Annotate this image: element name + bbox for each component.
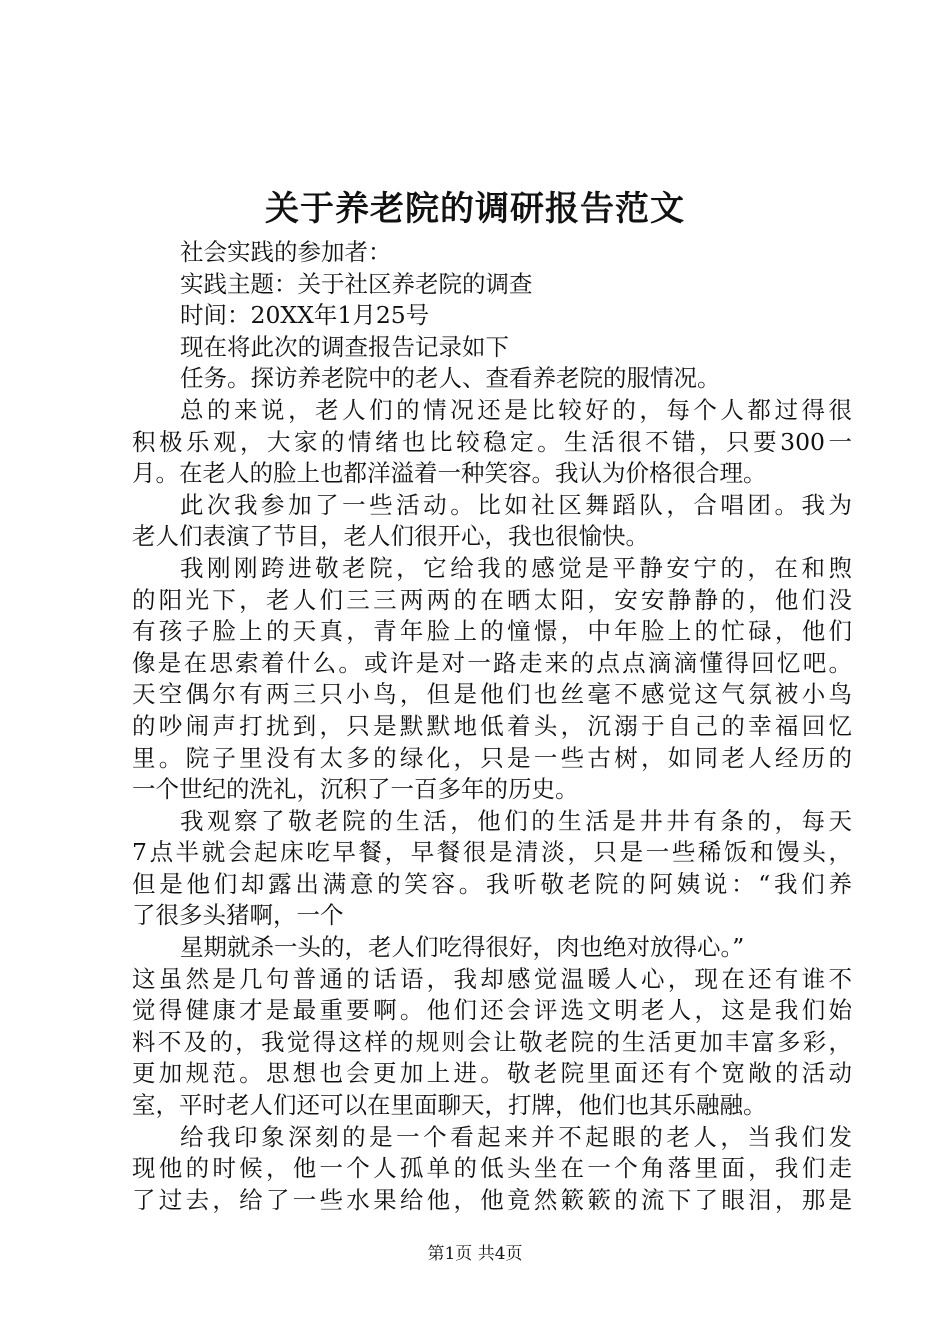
text-line: 觉得健康才是最重要啊。他们还会评选文明老人，这是我们始 — [132, 996, 852, 1025]
text-line: 7点半就会起床吃早餐，早餐很是清淡，只是一些稀饭和馒头， — [132, 838, 852, 867]
text-line: 了很多头猪啊，一个 — [132, 901, 344, 930]
text-line: 天空偶尔有两三只小鸟，但是他们也丝毫不感觉这气氛被小鸟 — [132, 680, 852, 709]
text-line: 总的来说，老人们的情况还是比较好的，每个人都过得很 — [180, 395, 852, 424]
text-line: 一个世纪的洗礼，沉积了一百多年的历史。 — [132, 775, 579, 804]
text-line: 实践主题：关于社区养老院的调查 — [180, 269, 533, 298]
text-line: 月。在老人的脸上也都洋溢着一种笑容。我认为价格很合理。 — [132, 459, 767, 488]
text-line: 更加规范。思想也会更加上进。敬老院里面还有个宽敞的活动 — [132, 1059, 852, 1088]
page-number-footer: 第1页 共4页 — [427, 1244, 523, 1264]
text-line: 此次我参加了一些活动。比如社区舞蹈队，合唱团。我为 — [180, 490, 852, 519]
text-line: 但是他们却露出满意的笑容。我听敬老院的阿姨说：“我们养 — [132, 869, 852, 898]
text-line: 室，平时老人们还可以在里面聊天，打牌，他们也其乐融融。 — [132, 1091, 767, 1120]
text-line: 里。院子里没有太多的绿化，只是一些古树，如同老人经历的 — [132, 743, 852, 772]
text-line: 我观察了敬老院的生活，他们的生活是井井有条的，每天 — [180, 806, 852, 835]
text-line: 任务。探访养老院中的老人、查看养老院的服情况。 — [180, 364, 721, 393]
text-line: 社会实践的参加者： — [180, 238, 392, 266]
text-line: 积极乐观，大家的情绪也比较稳定。生活很不错，只要300一 — [132, 427, 852, 456]
text-line: 给我印象深刻的是一个看起来并不起眼的老人，当我们发 — [180, 1122, 852, 1151]
text-line: 现他的时候，他一个人孤单的低头坐在一个角落里面，我们走 — [132, 1154, 852, 1183]
text-line: 星期就杀一头的，老人们吃得很好，肉也绝对放得心。” — [180, 933, 745, 962]
text-line: 有孩子脸上的天真，青年脸上的憧憬，中年脸上的忙碌，他们 — [132, 617, 852, 646]
text-line: 我刚刚跨进敬老院，它给我的感觉是平静安宁的，在和煦 — [180, 553, 852, 582]
document-title: 关于养老院的调研报告范文 — [265, 189, 685, 229]
text-line: 的阳光下，老人们三三两两的在晒太阳，安安静静的，他们没 — [132, 585, 852, 614]
text-line: 料不及的，我觉得这样的规则会让敬老院的生活更加丰富多彩， — [132, 1027, 852, 1056]
document-body — [132, 237, 852, 1216]
text-line: 的吵闹声打扰到，只是默默地低着头，沉溺于自己的幸福回忆 — [132, 711, 852, 740]
text-line: 时间：20XX年1月25号 — [180, 301, 430, 330]
text-line: 老人们表演了节目，老人们很开心，我也很愉快。 — [132, 522, 649, 551]
text-line: 了过去，给了一些水果给他，他竟然簌簌的流下了眼泪，那是 — [132, 1185, 852, 1214]
text-line: 这虽然是几句普通的话语，我却感觉温暖人心，现在还有谁不 — [132, 964, 852, 993]
text-line: 现在将此次的调查报告记录如下 — [180, 332, 509, 361]
text-line: 像是在思索着什么。或许是对一路走来的点点滴滴懂得回忆吧。 — [132, 648, 852, 677]
